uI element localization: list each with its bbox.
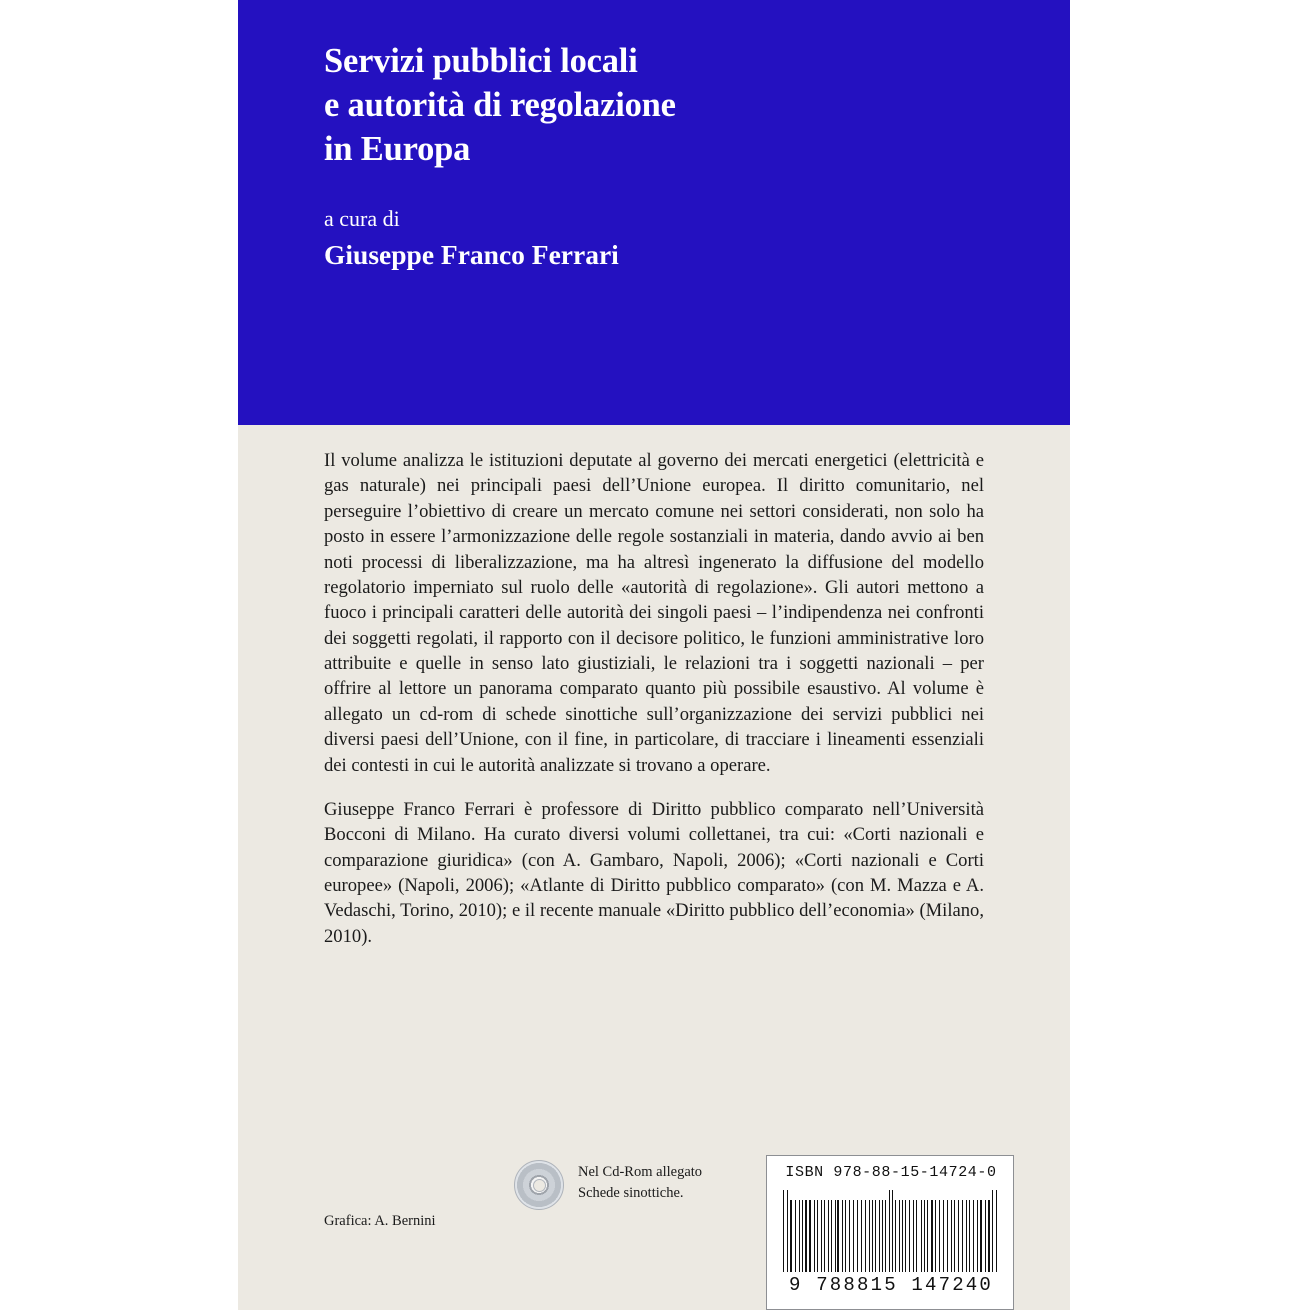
cover-header-panel <box>238 0 1070 425</box>
cd-rom-note <box>514 1157 784 1219</box>
graphics-credit: Grafica: A. Bernini <box>324 1213 436 1229</box>
cover-sheet <box>238 0 1070 1310</box>
author-bio-paragraph: Giuseppe Franco Ferrari è professore di Diritto pubblico comparato nell’Università Bocconi di Milano. Ha curato diversi volumi collettanei, tra cui: «Corti nazionali e comparazione giuridica» (con A. Gambaro, Napoli, 2006); «Corti nazionali e Corti europee» (Napoli, 2006); «Atlante di Diritto pubblico comparato» (con M. Mazza e A. Vedaschi, Torino, 2010); e il recente manuale «Diritto pubblico dell’economia» (Milano, 2010). <box>324 798 984 947</box>
compact-disc-hole <box>533 1179 546 1192</box>
editor-name: Giuseppe Franco Ferrari <box>324 238 619 270</box>
compact-disc-icon <box>514 1160 564 1210</box>
isbn-label: ISBN 978-88-15-14724-0 <box>785 1164 997 1181</box>
editor-label: a cura di <box>324 206 400 231</box>
barcode-digits: 9 788815 147240 <box>788 1274 994 1296</box>
page-title <box>324 40 1024 171</box>
title-line-1: Servizi pubblici locali <box>324 42 638 80</box>
cd-note-line-2: Schede sinottiche. <box>578 1185 684 1202</box>
title-line-3: in Europa <box>324 129 471 168</box>
cd-note-line-1: Nel Cd-Rom allegato <box>578 1164 703 1180</box>
back-cover-text <box>324 448 984 949</box>
blurb-paragraph: Il volume analizza le istituzioni deputate al governo dei mercati energetici (elettricità e gas naturale) nei principali paesi dell’Unione europea. Il diritto comunitario, nel perseguire l’obiettivo di creare un mercato comune nei settori considerati, non solo ha posto in essere l’armonizzazione delle regole sostanziali in materia, dando avvio ai ben noti processi di liberalizzazione, ma ha altresì ingenerato la diffusione del modello regolatorio imperniato sul ruolo delle «autorità di regolazione». Gli autori mettono a fuoco i principali caratteri delle autorità dei singoli paesi – l’indipendenza nei confronti dei soggetti regolati, il rapporto con il decisore politico, le funzioni amministrative loro attribuite e quelle in senso lato giustiziali, le relazioni tra i soggetti nazionali – per offrire al lettore un panorama comparato quanto più possibile esaustivo. Al volume è allegato un cd-rom di schede sinottiche sull’organizzazione dei servizi pubblici nei diversi paesi dell’Unione, con il fine, in particolare, di tracciare i lineamenti essenziali dei contesti in cui le autorità analizzate si trovano a operare. <box>324 450 984 776</box>
cd-note-text <box>578 1162 702 1204</box>
barcode-icon <box>783 1190 999 1272</box>
isbn-barcode-block <box>766 1155 1014 1310</box>
editor-block <box>324 205 1024 273</box>
title-line-2: e autorità di regolazione <box>324 85 676 124</box>
